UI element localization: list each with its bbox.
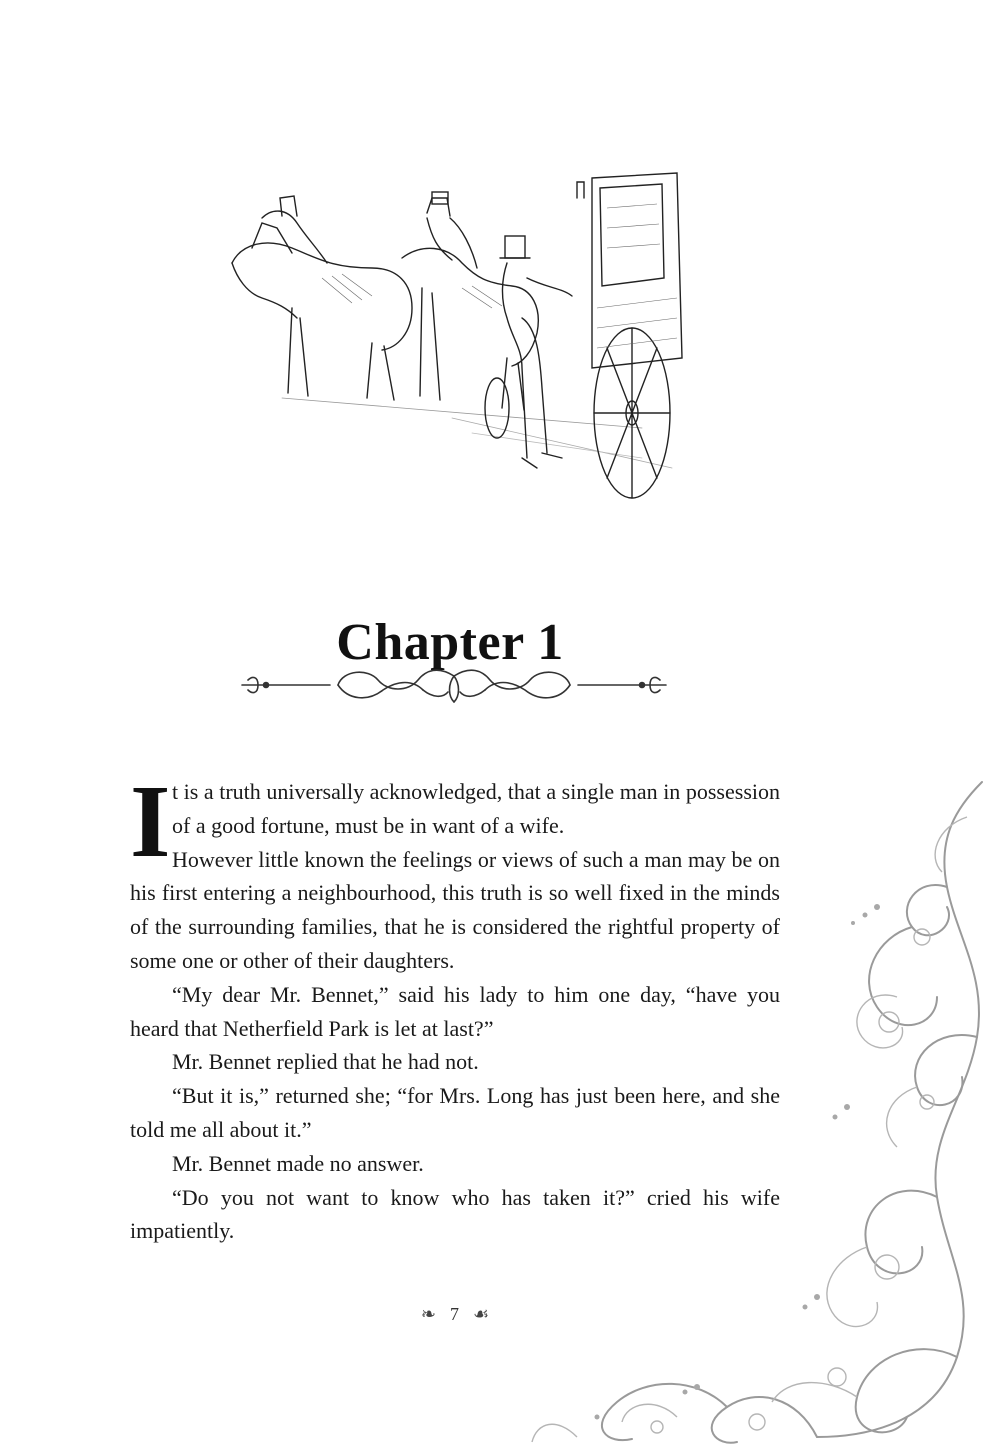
chapter-title: Chapter 1 <box>336 613 564 671</box>
paragraph: “Do you not want to know who has taken it?” cried his wife impatiently. <box>130 1184 780 1244</box>
floral-corner-ornament <box>517 777 987 1447</box>
paragraph: Mr. Bennet replied that he had not. <box>172 1049 479 1075</box>
drop-cap: I <box>130 764 171 879</box>
ornament-left-icon: ❧ <box>420 1304 436 1324</box>
flourish-divider-icon <box>238 662 670 708</box>
paragraph: Mr. Bennet made no answer. <box>172 1150 424 1176</box>
paragraph: “My dear Mr. Bennet,” said his lady to him one day, “have you heard that Netherfield Park is let at last?” <box>130 981 780 1041</box>
ornament-right-icon: ☙ <box>472 1304 490 1324</box>
carriage-illustration <box>222 168 692 513</box>
paragraph: However little known the feelings or views of such a man may be on his first entering a neighbourhood, this truth is so well fixed in the minds of the surrounding families, that he is considered the rightful property of some one or other of their daughters. <box>130 846 780 973</box>
page-number: 7 <box>449 1304 459 1324</box>
paragraph-text: t is a truth universally acknowledged, that a single man in possession of a good fortune, must be in want of a wife. <box>172 779 780 838</box>
paragraph: “But it is,” returned she; “for Mrs. Long has just been here, and she told me all about it.” <box>130 1083 780 1142</box>
page-number-footer <box>395 1304 515 1325</box>
